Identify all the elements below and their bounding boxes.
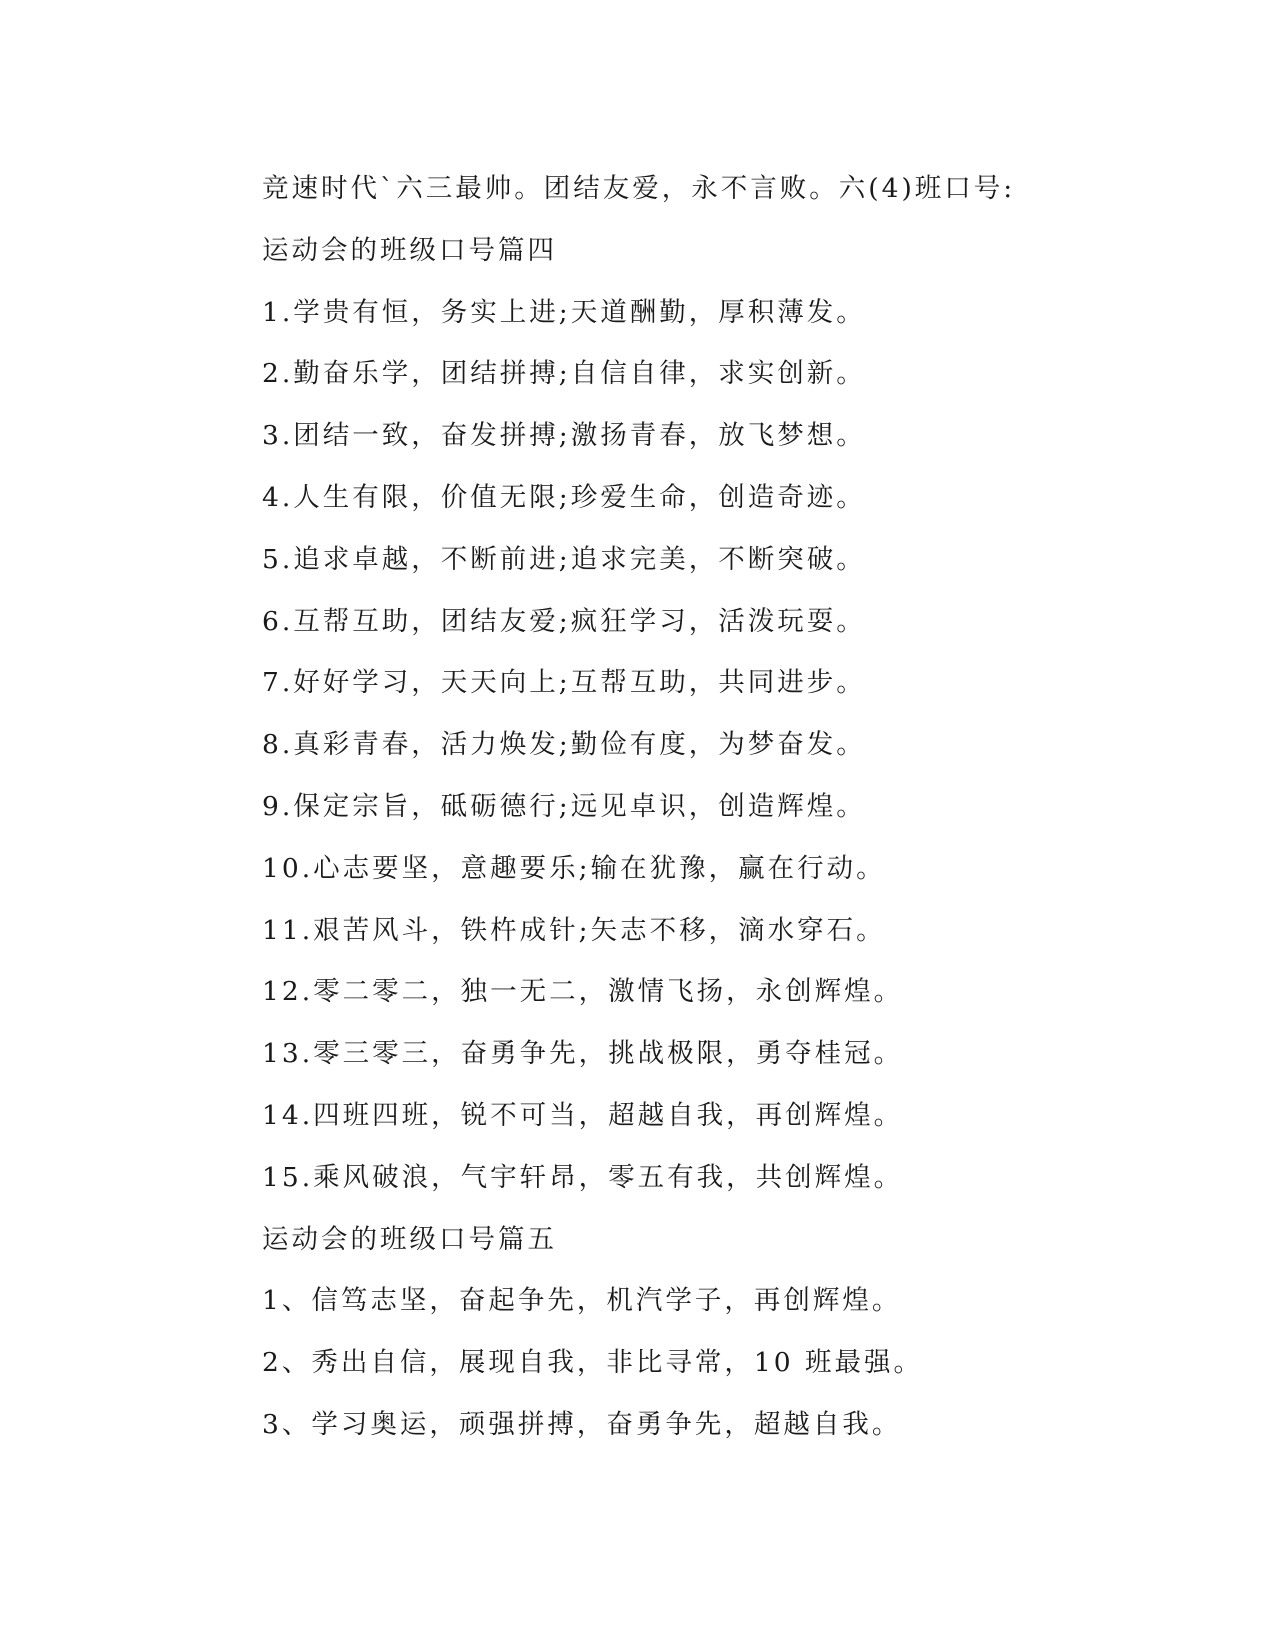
list-item: 1、信笃志坚，奋起争先，机汽学子，再创辉煌。 — [262, 1285, 902, 1317]
list-item: 2.勤奋乐学，团结拼搏;自信自律，求实创新。 — [262, 358, 866, 390]
section-heading-5: 运动会的班级口号篇五 — [262, 1223, 557, 1255]
list-item: 1.学贵有恒，务实上进;天道酬勤，厚积薄发。 — [262, 296, 866, 328]
list-item: 6.互帮互助，团结友爱;疯狂学习，活泼玩耍。 — [262, 605, 866, 637]
list-item: 3.团结一致，奋发拼搏;激扬青春，放飞梦想。 — [262, 420, 866, 452]
list-item: 3、学习奥运，顽强拼搏，奋勇争先，超越自我。 — [262, 1408, 902, 1440]
list-item: 2、秀出自信，展现自我，非比寻常，10 班最强。 — [262, 1347, 924, 1379]
section-heading-4: 运动会的班级口号篇四 — [262, 234, 557, 266]
list-item: 5.追求卓越，不断前进;追求完美，不断突破。 — [262, 543, 866, 575]
list-item: 11.艰苦风斗，铁杵成针;矢志不移，滴水穿石。 — [262, 914, 886, 946]
document-body — [262, 158, 1062, 1456]
list-item: 13.零三零三，奋勇争先，挑战极限，勇夺桂冠。 — [262, 1038, 904, 1070]
list-item: 4.人生有限，价值无限;珍爱生命，创造奇迹。 — [262, 481, 866, 513]
list-item: 15.乘风破浪，气宇轩昂，零五有我，共创辉煌。 — [262, 1161, 904, 1193]
list-item: 8.真彩青春，活力焕发;勤俭有度，为梦奋发。 — [262, 729, 866, 761]
intro-line: 竞速时代`六三最帅。团结友爱，永不言败。六(4)班口号: — [262, 173, 1016, 204]
list-item: 14.四班四班，锐不可当，超越自我，再创辉煌。 — [262, 1099, 904, 1131]
list-item: 10.心志要坚，意趣要乐;输在犹豫，赢在行动。 — [262, 852, 886, 884]
list-item: 12.零二零二，独一无二，激情飞扬，永创辉煌。 — [262, 976, 904, 1008]
list-item: 7.好好学习，天天向上;互帮互助，共同进步。 — [262, 667, 866, 699]
list-item: 9.保定宗旨，砥砺德行;远见卓识，创造辉煌。 — [262, 790, 866, 822]
